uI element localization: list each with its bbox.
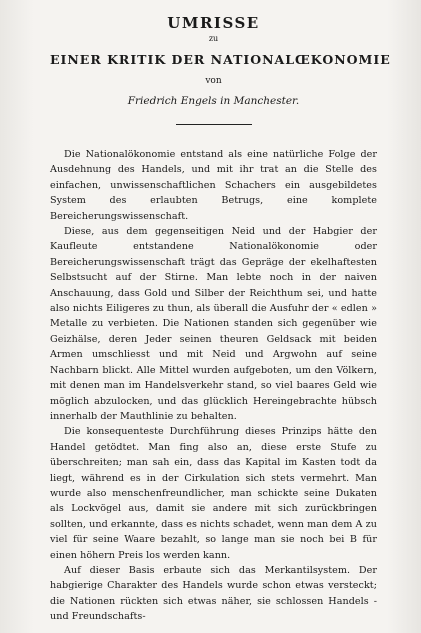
paragraph-2: Diese, aus dem gegenseitigen Neid und der Habgier der Kaufleute entstandene Nationalökonomie oder Bereicherungswissenschaft trägt das Gepräge der ekelhaftesten Selbstsucht auf der Stirne. Man lebte noch in der naiven Anschauung, dass Gold und Silber der Reichthum sei, und hatte also nichts Eiligeres zu thun, als überall die Ausfuhr der « edlen » Metalle zu verbieten. Die Nationen standen sich gegenüber wie Geizhälse, deren Jeder seinen theuren Geldsack mit beiden Armen umschliesst und mit Neid und Argwohn auf seine Nachbarn blickt. Alle Mittel wurden aufgeboten, um den Völkern, mit denen man im Handelsverkehr stand, so viel baares Geld wie möglich abzulocken, und das glücklich Hereingebrachte hübsch innerhalb der Mauthlinie zu behalten. — [50, 226, 377, 422]
byline-prefix: von — [205, 76, 222, 86]
paragraph-3: Die konsequenteste Durchführung dieses Prinzips hätte den Handel getödtet. Man fing also an, diese erste Stufe zu überschreiten; man sah ein, dass das Kapital im Kasten todt da liegt, während es in der Cirkulation sich stets vermehrt. Man wurde also menschenfreundlicher, man schickte seine Dukaten als Lockvögel aus, damit sie andere mit sich zurückbringen sollten, und erkannte, dass es nichts schadet, wenn man dem A zu viel für seine Waare bezahlt, so lange man sie noch bei B für einen höhern Preis los werden kann. — [50, 426, 377, 561]
title-connector: zu — [208, 34, 219, 43]
author-line: Friedrich Engels in Manchester. — [127, 95, 300, 107]
section-divider — [176, 124, 252, 125]
page-subtitle: EINER KRITIK DER NATIONALŒKONOMIE — [50, 52, 391, 67]
paragraph-1: Die Nationalökonomie entstand als eine natürliche Folge der Ausdehnung des Handels, und mit ihr trat an die Stelle des einfachen, unwissenschaftlichen Schachers ein ausgebildetes System des erlaubten Betrugs, eine komplete Bereicherungswissenschaft. — [50, 149, 377, 222]
paragraph-4: Auf dieser Basis erbaute sich das Merkantilsystem. Der habgierige Charakter des Handels wurde schon etwas versteckt; die Nationen rückten sich etwas näher, sie schlossen Handels - und Freundschafts- — [50, 564, 377, 623]
page-title: UMRISSE — [167, 14, 260, 32]
article-body — [50, 147, 377, 625]
